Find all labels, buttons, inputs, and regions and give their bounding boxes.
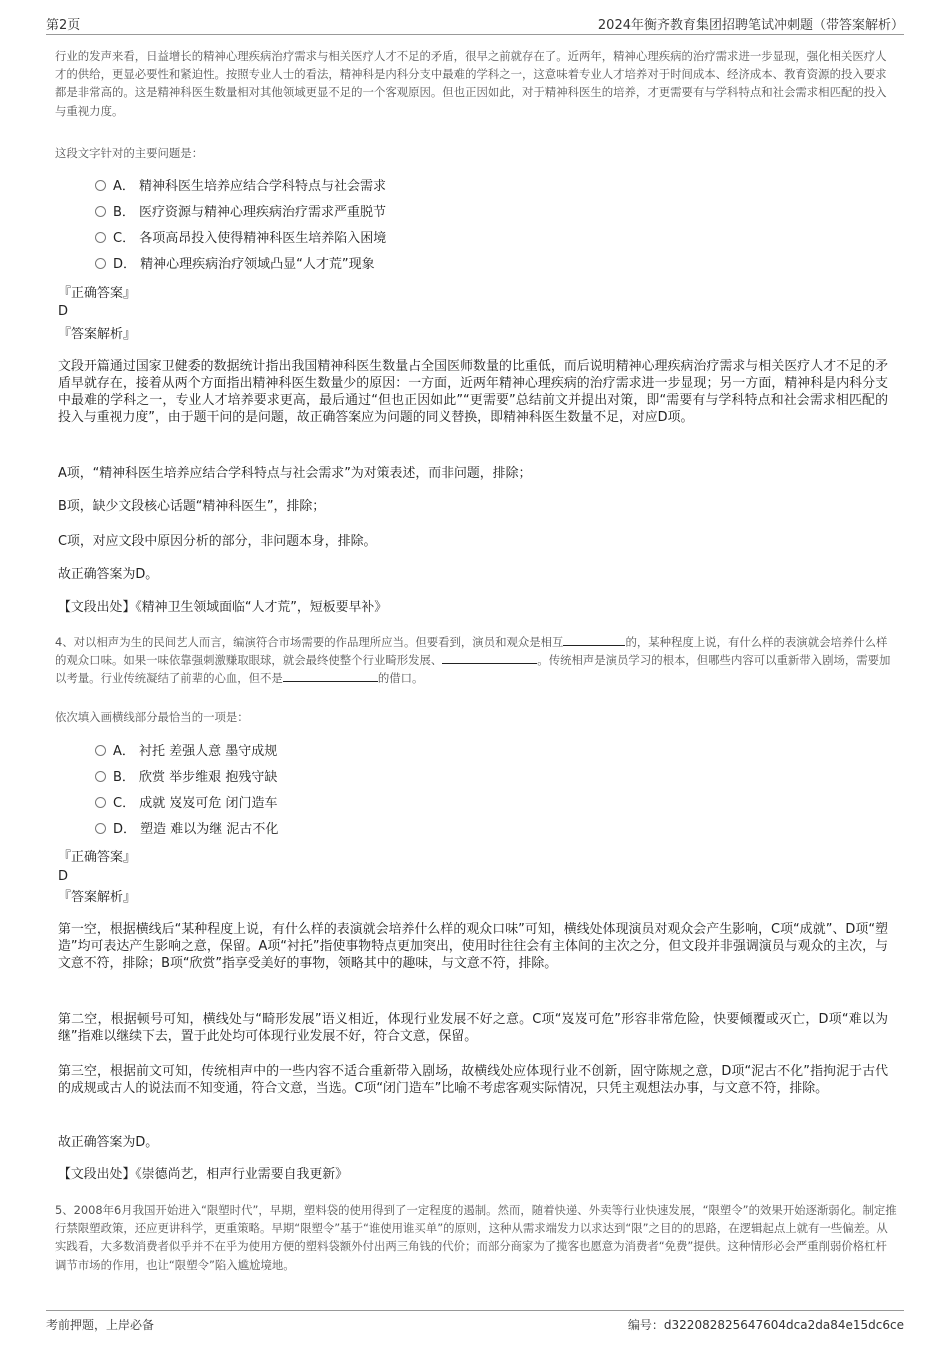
q4-answer-label: 『正确答案』 (58, 850, 137, 865)
q5-stem: 5、2008年6月我国开始进入“限塑时代”，早期，塑料袋的使用得到了一定程度的遏制。然而，随着快递、外卖等行业快速发展，“限塑令”的效果开始逐渐弱化。制定推行禁限塑政策，还应更讲科学，更重策略。早期“限塑令”基于“谁使用谁买单”的原则，这种从需求端发力以求达到“限”之目的的思路，在逻辑起点上就有一些偏差。从实践看，大多数消费者似乎并不在乎为使用方便的塑料袋额外付出两三角钱的代价；而部分商家为了揽客也愿意为消费者“免费”提供。这种情形必会严重削弱价格杠杆调节市场的作用，也让“限塑令”陷入尴尬境地。 (55, 1203, 897, 1272)
q3-analysis-a: A项，“精神科医生培养应结合学科特点与社会需求”为对策表述，而非问题，排除； (58, 466, 532, 481)
radio-icon[interactable] (95, 797, 106, 808)
q4-analysis-blank1: 第一空，根据横线后“某种程度上说，有什么样的表演就会培养什么样的观众口味”可知，横线处体现演员对观众会产生影响，C项“成就”、D项“塑造”均可表达产生影响之意，保留。A项“衬托”指使事物特点更加突出，使用时往往会有主体间的主次之分，但文段并非强调演员与观众的主次，与文意不符，排除；B项“欣赏”指享受美好的事物，领略其中的趣味，与文意不符，排除。 (58, 922, 888, 971)
q4-analysis-conclusion: 故正确答案为D。 (58, 1135, 159, 1150)
radio-icon[interactable] (95, 180, 106, 191)
q4-stem: 4、对以相声为生的民间艺人而言，编演符合市场需要的作品理所应当。但要看到，演员和观众是相互 的，某种程度上说，有什么样的表演就会培养什么样的观众口味。如果一味依靠强刺激赚取眼球，就会最终使整个行业畸形发展、 。传统相声是演员学习的根本，但哪些内容可以重新带入剧场，需要加以考量。行业传统凝结了前辈的心血，但不是 的借口。 (55, 635, 891, 686)
q4-options (95, 739, 278, 843)
q3-option-d[interactable]: D． 精神心理疾病治疗领域凸显“人才荒”现象 (95, 252, 386, 278)
q3-analysis-main: 文段开篇通过国家卫健委的数据统计指出我国精神科医生数量占全国医师数量的比重低，而后说明精神心理疾病治疗需求与相关医疗人才不足的矛盾早就存在，接着从两个方面指出精神科医生数量少的原因：一方面，近两年精神心理疾病的治疗需求进一步显现；另一方面，精神科是内科分支中最难的学科之一，专业人才培养要求更高，最后通过“但也正因如此”“更需要”总结前文并提出对策，即“需要有与学科特点和社会需求相匹配的投入与重视力度”，由于题干问的是问题，故正确答案应为问题的同义替换，即精神科医生数量不足，对应D项。 (58, 359, 888, 425)
footer-slogan: 考前押题，上岸必备 (46, 1318, 155, 1332)
page-header (46, 10, 904, 35)
q3-answer-label: 『正确答案』 (58, 286, 137, 301)
footer-doc-id: 编号：d322082825647604dca2da84e15dc6ce (627, 1318, 904, 1332)
radio-icon[interactable] (95, 771, 106, 782)
radio-icon[interactable] (95, 745, 106, 756)
page-number: 第2页 (46, 18, 81, 33)
q4-source: 【文段出处】《崇德尚艺，相声行业需要自我更新》 (58, 1167, 349, 1182)
q4-option-b[interactable]: B． 欣赏 举步维艰 抱残守缺 (95, 765, 278, 791)
q3-option-c[interactable]: C． 各项高昂投入使得精神科医生培养陷入困境 (95, 226, 386, 252)
q3-option-b[interactable]: B． 医疗资源与精神心理疾病治疗需求严重脱节 (95, 200, 386, 226)
q3-analysis-c: C项，对应文段中原因分析的部分，非问题本身，排除。 (58, 534, 377, 549)
q3-options (95, 174, 386, 278)
q4-analysis-blank3: 第三空，根据前文可知，传统相声中的一些内容不适合重新带入剧场，故横线处应体现行业不创新，固守陈规之意，D项“泥古不化”指拘泥于古代的成规或古人的说法而不知变通，符合文意，当选。C项“闭门造车”比喻不考虑客观实际情况，只凭主观想法办事，与文意不符，排除。 (58, 1064, 888, 1096)
radio-icon[interactable] (95, 823, 106, 834)
q3-analysis-b: B项，缺少文段核心话题“精神科医生”，排除； (58, 499, 326, 514)
blank-3 (283, 669, 378, 682)
q3-prompt: 这段文字针对的主要问题是： (55, 146, 204, 160)
radio-icon[interactable] (95, 258, 106, 269)
blank-2 (442, 651, 537, 664)
blank-1 (563, 633, 625, 646)
q3-option-a[interactable]: A． 精神科医生培养应结合学科特点与社会需求 (95, 174, 386, 200)
page-footer (46, 1310, 904, 1333)
document-title: 2024年衡齐教育集团招聘笔试冲刺题（带答案解析） (597, 18, 904, 33)
q4-prompt: 依次填入画横线部分最恰当的一项是： (55, 710, 249, 724)
q4-option-c[interactable]: C． 成就 岌岌可危 闭门造车 (95, 791, 278, 817)
q4-answer: D (58, 869, 69, 884)
q3-answer: D (58, 304, 69, 319)
q3-analysis-conclusion: 故正确答案为D。 (58, 567, 159, 582)
radio-icon[interactable] (95, 206, 106, 217)
radio-icon[interactable] (95, 232, 106, 243)
q3-passage: 行业的发声来看，日益增长的精神心理疾病治疗需求与相关医疗人才不足的矛盾，很早之前就存在了。近两年，精神心理疾病的治疗需求进一步显现，强化相关医疗人才的供给，更显必要性和紧迫性。按照专业人士的看法，精神科是内科分支中最难的学科之一，这意味着专业人才培养对于时间成本、经济成本、教育资源的投入要求都是非常高的。这是精神科医生数量相对其他领域更显不足的一个客观原因。但也正因如此，对于精神科医生的培养，才更需要有与学科特点和社会需求相匹配的投入与重视力度。 (55, 49, 887, 118)
q4-analysis-label: 『答案解析』 (58, 890, 137, 905)
q3-analysis-label: 『答案解析』 (58, 327, 137, 342)
q4-option-d[interactable]: D． 塑造 难以为继 泥古不化 (95, 817, 278, 843)
q4-option-a[interactable]: A． 衬托 差强人意 墨守成规 (95, 739, 278, 765)
q4-analysis-blank2: 第二空，根据顿号可知，横线处与“畸形发展”语义相近，体现行业发展不好之意。C项“岌岌可危”形容非常危险，快要倾覆或灭亡，D项“难以为继”指难以继续下去，置于此处均可体现行业发展不好，符合文意，保留。 (58, 1012, 888, 1044)
q3-source: 【文段出处】《精神卫生领域面临“人才荒”，短板要早补》 (58, 600, 388, 615)
